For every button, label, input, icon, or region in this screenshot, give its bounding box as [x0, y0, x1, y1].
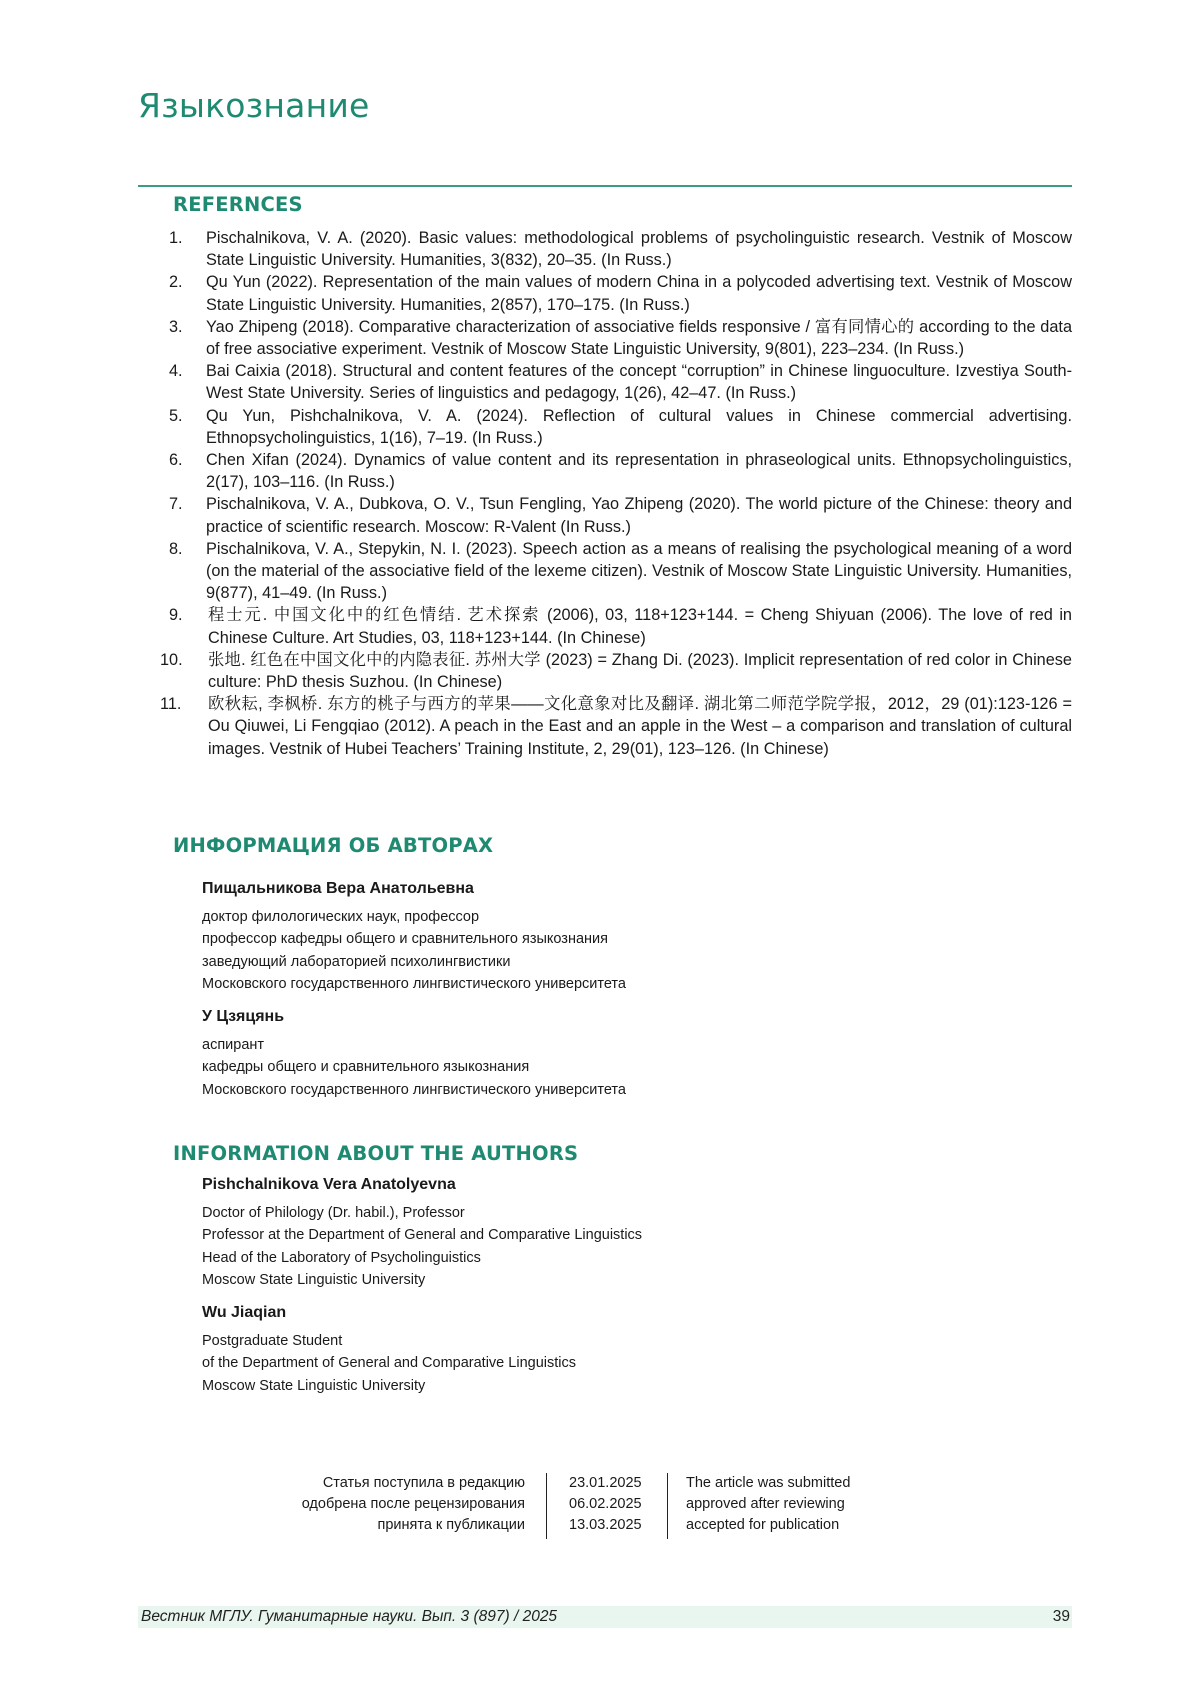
reference-text: Qu Yun, Pishchalnikova, V. A. (2024). Reflection of cultural values in Chinese commercial advertising. Ethnopsycholinguistics, 1(16), 7–19. (In Russ.) [206, 407, 1072, 447]
reference-item [150, 360, 1072, 404]
author-block [202, 1174, 1062, 1291]
page-number: 39 [1036, 1608, 1070, 1626]
author-detail: of the Department of General and Comparative Linguistics [202, 1352, 1062, 1374]
reference-text: 张地. 红色在中国文化中的内隐表征. 苏州大学 (2023) = Zhang Di. (2023). Implicit representation of red color in Chinese culture: PhD thesis Suzhou. (In Chinese) [208, 651, 1072, 691]
reference-text: 欧秋耘, 李枫桥. 东方的桃子与西方的苹果——文化意象对比及翻译. 湖北第二师范学院学报，2012，29 (01):123-126 = Ou Qiuwei, Li Fengqiao (2012). A peach in the East and an apple in the West – a comparison and translation of cultural images. Vestnik of Hubei Teachers’ Training Institute, 2, 29(01), 123–126. (In Chinese) [208, 695, 1072, 757]
reference-item [150, 316, 1072, 360]
author-detail: заведующий лабораторией психолингвистики [202, 951, 1062, 973]
dates-labels-ru [250, 1473, 525, 1536]
date-label-en: approved after reviewing [686, 1494, 926, 1515]
author-name: Wu Jiaqian [202, 1302, 1062, 1324]
author-block [202, 1302, 1062, 1397]
date-value: 06.02.2025 [569, 1494, 645, 1515]
dates-divider [546, 1473, 547, 1539]
author-name: Пищальникова Вера Анатольевна [202, 878, 1062, 900]
reference-item [150, 227, 1072, 271]
author-name: Pishchalnikova Vera Anatolyevna [202, 1174, 1062, 1196]
author-detail: Moscow State Linguistic University [202, 1269, 1062, 1291]
date-label-en: accepted for publication [686, 1515, 926, 1536]
reference-number: 6. [169, 449, 183, 471]
author-detail: Postgraduate Student [202, 1330, 1062, 1352]
authors-ru-heading: ИНФОРМАЦИЯ ОБ АВТОРАХ [173, 834, 493, 857]
author-block [202, 1006, 1062, 1101]
author-detail: Head of the Laboratory of Psycholinguistics [202, 1247, 1062, 1269]
author-detail: профессор кафедры общего и сравнительного языкознания [202, 928, 1062, 950]
date-label-ru: Статья поступила в редакцию [250, 1473, 525, 1494]
reference-item [150, 449, 1072, 493]
references-list [150, 227, 1072, 760]
authors-ru-section [202, 878, 1062, 1112]
reference-number: 7. [169, 493, 183, 515]
author-detail: доктор филологических наук, профессор [202, 906, 1062, 928]
author-detail: Moscow State Linguistic University [202, 1375, 1062, 1397]
authors-en-heading: INFORMATION ABOUT THE AUTHORS [173, 1142, 578, 1165]
footer-journal-title: Вестник МГЛУ. Гуманитарные науки. Вып. 3 (897) / 2025 [141, 1608, 557, 1626]
reference-number: 9. [169, 604, 183, 626]
submission-dates-table [250, 1473, 930, 1541]
date-label-en: The article was submitted [686, 1473, 926, 1494]
reference-number: 8. [169, 538, 183, 560]
reference-text: Bai Caixia (2018). Structural and content features of the concept “corruption” in Chinese linguoculture. Izvestiya South-West State University. Series of linguistics and pedagogy, 1(26), 42–47. (In Russ.) [206, 362, 1072, 402]
reference-item [150, 493, 1072, 537]
date-value: 23.01.2025 [569, 1473, 645, 1494]
authors-en-section [202, 1174, 1062, 1408]
author-detail: Doctor of Philology (Dr. habil.), Professor [202, 1202, 1062, 1224]
reference-text: Yao Zhipeng (2018). Comparative characterization of associative fields responsive / 富有同情心的 according to the data of free associative experiment. Vestnik of Moscow State Linguistic University, 9(801), 223–234. (In Russ.) [206, 318, 1072, 358]
reference-number: 2. [169, 271, 183, 293]
author-detail: аспирант [202, 1034, 1062, 1056]
author-detail: Московского государственного лингвистического университета [202, 1079, 1062, 1101]
reference-number: 1. [169, 227, 183, 249]
author-block [202, 878, 1062, 995]
reference-number: 4. [169, 360, 183, 382]
reference-number: 3. [169, 316, 183, 338]
reference-item [150, 405, 1072, 449]
author-detail: Professor at the Department of General and Comparative Linguistics [202, 1224, 1062, 1246]
reference-item [150, 271, 1072, 315]
date-label-ru: одобрена после рецензирования [250, 1494, 525, 1515]
reference-item [150, 538, 1072, 605]
reference-item [150, 693, 1072, 760]
author-detail: Московского государственного лингвистического университета [202, 973, 1062, 995]
reference-number: 11. [160, 693, 181, 715]
dates-labels-en [686, 1473, 926, 1536]
author-detail: кафедры общего и сравнительного языкознания [202, 1056, 1062, 1078]
reference-text: Chen Xifan (2024). Dynamics of value content and its representation in phraseological units. Ethnopsycholinguistics, 2(17), 103–116. (In Russ.) [206, 451, 1072, 491]
reference-number: 10. [160, 649, 183, 671]
reference-text: Pischalnikova, V. A., Stepykin, N. I. (2023). Speech action as a means of realising the psychological meaning of a word (on the material of the associative field of the lexeme citizen). Vestnik of Moscow State Linguistic University. Humanities, 9(877), 41–49. (In Russ.) [206, 540, 1072, 602]
reference-item [150, 649, 1072, 693]
dates-divider [667, 1473, 668, 1539]
reference-item [150, 604, 1072, 648]
dates-values [569, 1473, 645, 1536]
date-value: 13.03.2025 [569, 1515, 645, 1536]
header-divider [138, 185, 1072, 187]
reference-text: Qu Yun (2022). Representation of the main values of modern China in a polycoded advertising text. Vestnik of Moscow State Linguistic University. Humanities, 2(857), 170–175. (In Russ.) [206, 273, 1072, 313]
reference-text: 程士元. 中国文化中的红色情结. 艺术探索 (2006), 03, 118+123+144. = Cheng Shiyuan (2006). The love of red in Chinese Culture. Art Studies, 03, 118+123+144. (In Chinese) [208, 606, 1072, 646]
section-title: Языкознание [138, 86, 370, 125]
reference-text: Pischalnikova, V. A., Dubkova, O. V., Tsun Fengling, Yao Zhipeng (2020). The world picture of the Chinese: theory and practice of scientific research. Moscow: R-Valent (In Russ.) [206, 495, 1072, 535]
date-label-ru: принята к публикации [250, 1515, 525, 1536]
reference-text: Pischalnikova, V. A. (2020). Basic values: methodological problems of psycholinguistic research. Vestnik of Moscow State Linguistic University. Humanities, 3(832), 20–35. (In Russ.) [206, 229, 1072, 269]
reference-number: 5. [169, 405, 183, 427]
references-heading: REFERNCES [173, 193, 303, 216]
author-name: У Цзяцянь [202, 1006, 1062, 1028]
